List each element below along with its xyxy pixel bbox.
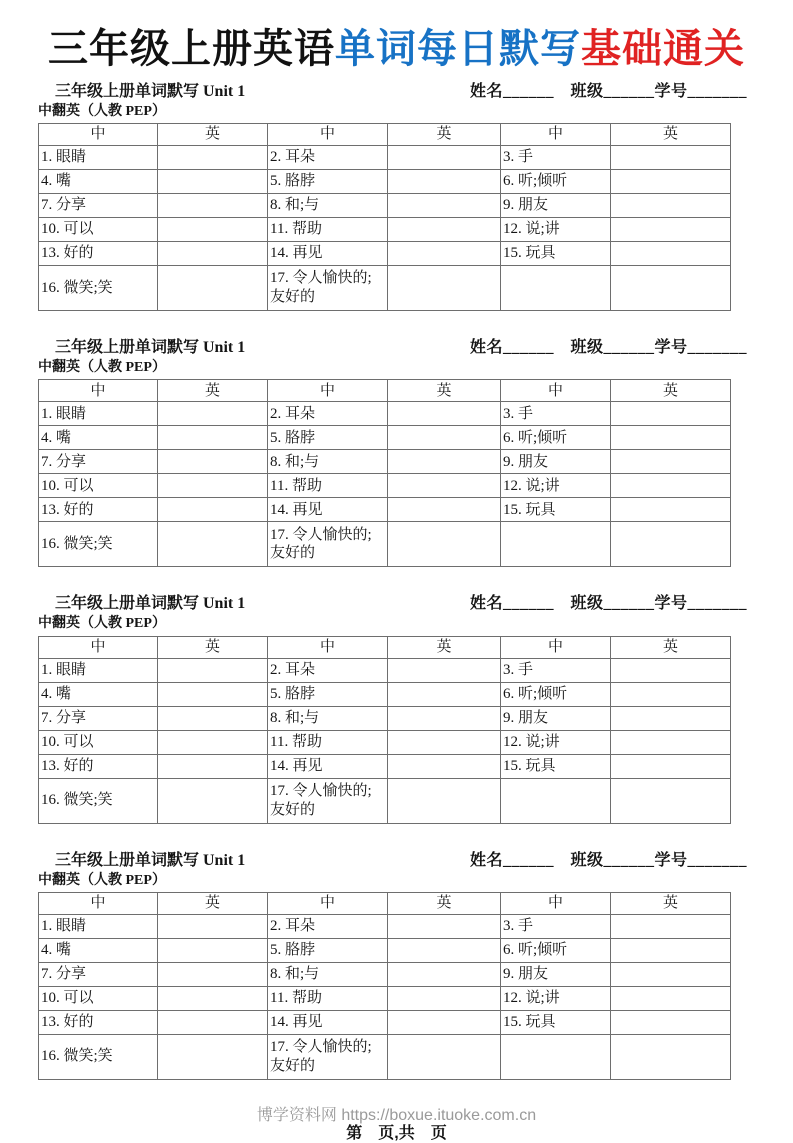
column-header: 中: [268, 892, 388, 914]
chinese-word-cell: 10. 可以: [39, 474, 158, 498]
english-answer-cell: [158, 754, 268, 778]
table-row: [39, 754, 731, 778]
table-row: [39, 146, 731, 170]
chinese-word-cell: 13. 好的: [39, 498, 158, 522]
chinese-word-cell: 15. 玩具: [501, 498, 611, 522]
chinese-word-cell: 16. 微笑;笑: [39, 266, 158, 311]
chinese-word-cell: 17. 令人愉快的;友好的: [268, 778, 388, 823]
chinese-word-cell: 7. 分享: [39, 450, 158, 474]
english-answer-cell: [158, 266, 268, 311]
chinese-word-cell: 16. 微笑;笑: [39, 522, 158, 567]
sections-container: [38, 82, 755, 1080]
english-answer-cell: [388, 730, 501, 754]
english-answer-cell: [388, 194, 501, 218]
section-subtitle: 中翻英（人教 PEP）: [38, 104, 166, 119]
title-part-grade: 三年级上册英语: [48, 26, 335, 71]
english-answer-cell: [611, 1034, 731, 1079]
chinese-word-cell: 2. 耳朵: [268, 914, 388, 938]
section-title: 三年级上册单词默写 Unit 1: [55, 851, 246, 869]
english-answer-cell: [611, 194, 731, 218]
chinese-word-cell: 13. 好的: [39, 754, 158, 778]
table-row: [39, 1010, 731, 1034]
column-header: 英: [158, 380, 268, 402]
table-row: [39, 522, 731, 567]
chinese-word-cell: 2. 耳朵: [268, 402, 388, 426]
chinese-word-cell: 14. 再见: [268, 498, 388, 522]
english-answer-cell: [388, 682, 501, 706]
table-row: [39, 170, 731, 194]
english-answer-cell: [501, 778, 611, 823]
chinese-word-cell: 9. 朋友: [501, 706, 611, 730]
chinese-word-cell: 5. 胳脖: [268, 426, 388, 450]
english-answer-cell: [611, 522, 731, 567]
english-answer-cell: [388, 146, 501, 170]
chinese-word-cell: 3. 手: [501, 914, 611, 938]
column-header: 英: [158, 124, 268, 146]
word-table: [38, 379, 731, 567]
column-header: 中: [39, 636, 158, 658]
title-part-basic: 基础通关: [581, 26, 745, 71]
english-answer-cell: [158, 658, 268, 682]
chinese-word-cell: 4. 嘴: [39, 938, 158, 962]
table-row: [39, 498, 731, 522]
chinese-word-cell: 6. 听;倾听: [501, 426, 611, 450]
column-header: 中: [39, 380, 158, 402]
english-answer-cell: [388, 450, 501, 474]
english-answer-cell: [158, 706, 268, 730]
section-subtitle: 中翻英（人教 PEP）: [38, 872, 166, 888]
section-header-row: [38, 851, 755, 871]
english-answer-cell: [388, 962, 501, 986]
english-answer-cell: [388, 778, 501, 823]
english-answer-cell: [611, 474, 731, 498]
word-table: [38, 123, 731, 311]
dictation-section: [38, 851, 755, 1080]
english-answer-cell: [158, 914, 268, 938]
chinese-word-cell: 11. 帮助: [268, 986, 388, 1010]
english-answer-cell: [158, 522, 268, 567]
section-title: 三年级上册单词默写 Unit 1: [55, 339, 246, 357]
english-answer-cell: [388, 242, 501, 266]
table-header-row: [39, 124, 731, 146]
chinese-word-cell: 4. 嘴: [39, 682, 158, 706]
english-answer-cell: [611, 170, 731, 194]
chinese-word-cell: 2. 耳朵: [268, 146, 388, 170]
english-answer-cell: [158, 426, 268, 450]
chinese-word-cell: 6. 听;倾听: [501, 682, 611, 706]
chinese-word-cell: 12. 说;讲: [501, 218, 611, 242]
english-answer-cell: [158, 986, 268, 1010]
chinese-word-cell: 13. 好的: [39, 242, 158, 266]
chinese-word-cell: 15. 玩具: [501, 754, 611, 778]
english-answer-cell: [388, 266, 501, 311]
english-answer-cell: [611, 242, 731, 266]
chinese-word-cell: 12. 说;讲: [501, 474, 611, 498]
chinese-word-cell: 3. 手: [501, 658, 611, 682]
chinese-word-cell: 9. 朋友: [501, 194, 611, 218]
chinese-word-cell: 9. 朋友: [501, 450, 611, 474]
table-row: [39, 194, 731, 218]
english-answer-cell: [388, 402, 501, 426]
column-header: 中: [268, 380, 388, 402]
english-answer-cell: [158, 194, 268, 218]
chinese-word-cell: 11. 帮助: [268, 218, 388, 242]
table-row: [39, 474, 731, 498]
english-answer-cell: [158, 498, 268, 522]
section-subtitle: 中翻英（人教 PEP）: [38, 360, 166, 376]
column-header: 英: [158, 892, 268, 914]
english-answer-cell: [388, 426, 501, 450]
column-header: 英: [388, 380, 501, 402]
chinese-word-cell: 8. 和;与: [268, 706, 388, 730]
page-title: [38, 26, 755, 72]
chinese-word-cell: 3. 手: [501, 146, 611, 170]
english-answer-cell: [388, 938, 501, 962]
section-header-row: [38, 338, 755, 358]
table-row: [39, 706, 731, 730]
chinese-word-cell: 17. 令人愉快的;友好的: [268, 1034, 388, 1079]
english-answer-cell: [611, 986, 731, 1010]
english-answer-cell: [611, 682, 731, 706]
english-answer-cell: [611, 1010, 731, 1034]
chinese-word-cell: 11. 帮助: [268, 730, 388, 754]
english-answer-cell: [611, 730, 731, 754]
chinese-word-cell: 15. 玩具: [501, 242, 611, 266]
chinese-word-cell: 2. 耳朵: [268, 658, 388, 682]
chinese-word-cell: 1. 眼睛: [39, 146, 158, 170]
english-answer-cell: [158, 962, 268, 986]
chinese-word-cell: 7. 分享: [39, 962, 158, 986]
column-header: 中: [268, 636, 388, 658]
english-answer-cell: [158, 474, 268, 498]
chinese-word-cell: 5. 胳脖: [268, 938, 388, 962]
english-answer-cell: [611, 426, 731, 450]
column-header: 英: [611, 892, 731, 914]
chinese-word-cell: 17. 令人愉快的;友好的: [268, 266, 388, 311]
table-row: [39, 218, 731, 242]
table-row: [39, 938, 731, 962]
student-info-fields: 姓名______ 班级______学号_______: [469, 851, 747, 869]
chinese-word-cell: 8. 和;与: [268, 194, 388, 218]
column-header: 英: [611, 124, 731, 146]
chinese-word-cell: 10. 可以: [39, 218, 158, 242]
chinese-word-cell: 10. 可以: [39, 730, 158, 754]
english-answer-cell: [388, 522, 501, 567]
watermark-url: 博学资料网 https://boxue.ituoke.com.cn: [256, 1106, 537, 1124]
english-answer-cell: [611, 962, 731, 986]
english-answer-cell: [611, 754, 731, 778]
student-info-fields: 姓名______ 班级______学号_______: [469, 595, 747, 613]
table-row: [39, 266, 731, 311]
english-answer-cell: [611, 778, 731, 823]
column-header: 英: [388, 636, 501, 658]
table-row: [39, 914, 731, 938]
chinese-word-cell: 17. 令人愉快的;友好的: [268, 522, 388, 567]
column-header: 中: [268, 124, 388, 146]
english-answer-cell: [388, 914, 501, 938]
section-header-row: [38, 82, 755, 102]
section-subtitle: 中翻英（人教 PEP）: [38, 616, 166, 632]
chinese-word-cell: 16. 微笑;笑: [39, 1034, 158, 1079]
english-answer-cell: [611, 450, 731, 474]
english-answer-cell: [158, 402, 268, 426]
english-answer-cell: [388, 706, 501, 730]
chinese-word-cell: 12. 说;讲: [501, 730, 611, 754]
chinese-word-cell: 6. 听;倾听: [501, 170, 611, 194]
chinese-word-cell: 7. 分享: [39, 194, 158, 218]
chinese-word-cell: 1. 眼睛: [39, 914, 158, 938]
chinese-word-cell: 4. 嘴: [39, 170, 158, 194]
dictation-section: [38, 594, 755, 823]
chinese-word-cell: 1. 眼睛: [39, 402, 158, 426]
english-answer-cell: [158, 146, 268, 170]
table-row: [39, 778, 731, 823]
table-header-row: [39, 380, 731, 402]
table-row: [39, 450, 731, 474]
english-answer-cell: [158, 170, 268, 194]
table-row: [39, 242, 731, 266]
chinese-word-cell: 14. 再见: [268, 242, 388, 266]
student-info-fields: 姓名______ 班级______学号_______: [469, 83, 747, 100]
chinese-word-cell: 9. 朋友: [501, 962, 611, 986]
chinese-word-cell: 14. 再见: [268, 1010, 388, 1034]
english-answer-cell: [611, 914, 731, 938]
chinese-word-cell: 3. 手: [501, 402, 611, 426]
page-footer: [38, 1107, 755, 1143]
table-row: [39, 962, 731, 986]
section-title: 三年级上册单词默写 Unit 1: [55, 83, 246, 100]
english-answer-cell: [158, 778, 268, 823]
english-answer-cell: [158, 730, 268, 754]
chinese-word-cell: 6. 听;倾听: [501, 938, 611, 962]
english-answer-cell: [388, 498, 501, 522]
english-answer-cell: [388, 1010, 501, 1034]
chinese-word-cell: 10. 可以: [39, 986, 158, 1010]
column-header: 英: [388, 124, 501, 146]
column-header: 中: [501, 636, 611, 658]
column-header: 中: [39, 124, 158, 146]
chinese-word-cell: 5. 胳脖: [268, 170, 388, 194]
column-header: 英: [611, 380, 731, 402]
english-answer-cell: [158, 938, 268, 962]
english-answer-cell: [158, 1010, 268, 1034]
english-answer-cell: [158, 218, 268, 242]
chinese-word-cell: 16. 微笑;笑: [39, 778, 158, 823]
table-row: [39, 658, 731, 682]
section-header-row: [38, 594, 755, 614]
section-title: 三年级上册单词默写 Unit 1: [55, 595, 246, 613]
english-answer-cell: [388, 170, 501, 194]
chinese-word-cell: 8. 和;与: [268, 450, 388, 474]
chinese-word-cell: 11. 帮助: [268, 474, 388, 498]
chinese-word-cell: 1. 眼睛: [39, 658, 158, 682]
table-header-row: [39, 636, 731, 658]
table-row: [39, 1034, 731, 1079]
page-number-line: 第 页,共 页: [346, 1125, 447, 1143]
table-row: [39, 402, 731, 426]
english-answer-cell: [501, 1034, 611, 1079]
chinese-word-cell: 4. 嘴: [39, 426, 158, 450]
table-header-row: [39, 892, 731, 914]
chinese-word-cell: 7. 分享: [39, 706, 158, 730]
table-row: [39, 730, 731, 754]
chinese-word-cell: 15. 玩具: [501, 1010, 611, 1034]
chinese-word-cell: 14. 再见: [268, 754, 388, 778]
dictation-section: [38, 82, 755, 311]
chinese-word-cell: 13. 好的: [39, 1010, 158, 1034]
english-answer-cell: [158, 682, 268, 706]
word-table: [38, 636, 731, 824]
english-answer-cell: [388, 474, 501, 498]
chinese-word-cell: 8. 和;与: [268, 962, 388, 986]
english-answer-cell: [611, 498, 731, 522]
english-answer-cell: [611, 402, 731, 426]
english-answer-cell: [388, 218, 501, 242]
english-answer-cell: [388, 754, 501, 778]
english-answer-cell: [388, 1034, 501, 1079]
english-answer-cell: [388, 986, 501, 1010]
english-answer-cell: [501, 522, 611, 567]
word-table: [38, 892, 731, 1080]
student-info-fields: 姓名______ 班级______学号_______: [469, 339, 747, 357]
column-header: 中: [501, 380, 611, 402]
english-answer-cell: [158, 242, 268, 266]
english-answer-cell: [501, 266, 611, 311]
english-answer-cell: [388, 658, 501, 682]
column-header: 中: [39, 892, 158, 914]
table-row: [39, 986, 731, 1010]
table-row: [39, 682, 731, 706]
english-answer-cell: [611, 146, 731, 170]
english-answer-cell: [611, 938, 731, 962]
column-header: 英: [388, 892, 501, 914]
english-answer-cell: [611, 218, 731, 242]
column-header: 中: [501, 892, 611, 914]
english-answer-cell: [158, 1034, 268, 1079]
dictation-section: [38, 338, 755, 567]
table-row: [39, 426, 731, 450]
english-answer-cell: [611, 706, 731, 730]
english-answer-cell: [611, 658, 731, 682]
column-header: 英: [158, 636, 268, 658]
chinese-word-cell: 5. 胳脖: [268, 682, 388, 706]
english-answer-cell: [611, 266, 731, 311]
column-header: 中: [501, 124, 611, 146]
column-header: 英: [611, 636, 731, 658]
english-answer-cell: [158, 450, 268, 474]
title-part-dictation: 单词每日默写: [335, 26, 581, 71]
chinese-word-cell: 12. 说;讲: [501, 986, 611, 1010]
